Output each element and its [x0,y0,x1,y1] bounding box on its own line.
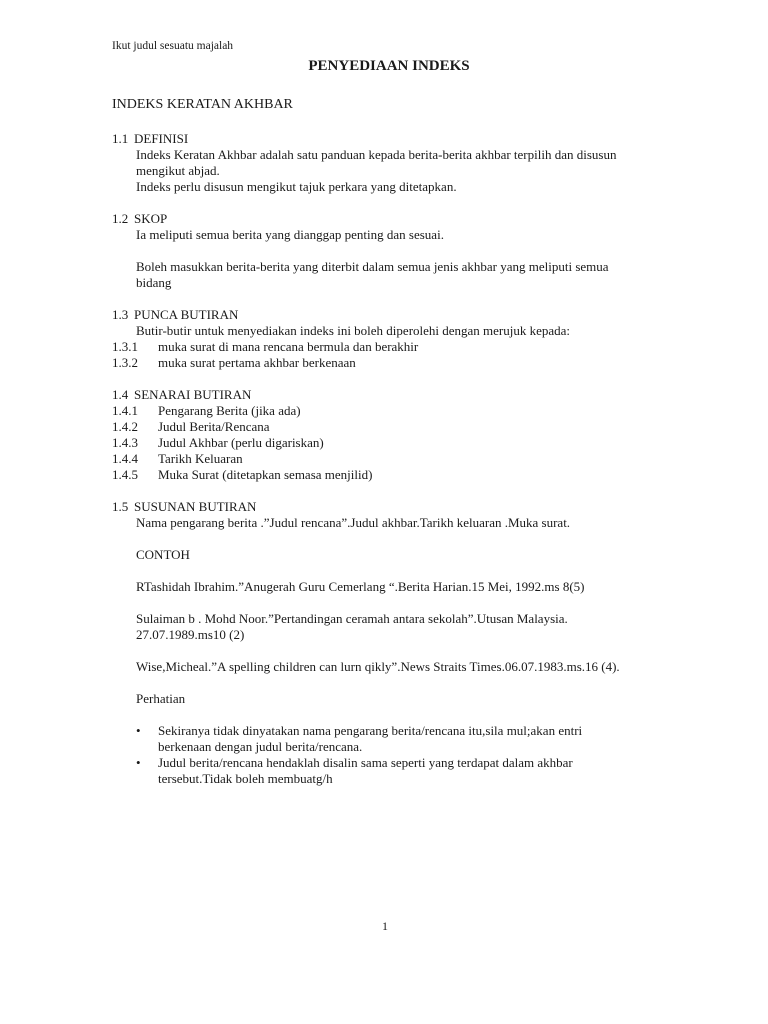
page-number: 1 [382,919,388,933]
section-heading [112,211,652,227]
bullet-icon: • [136,723,141,738]
item-text: Pengarang Berita (jika ada) [158,403,301,418]
notes-list [112,723,652,787]
perhatian-label: Perhatian [136,691,186,706]
text-line: Indeks perlu disusun mengikut tajuk perkara yang ditetapkan. [136,179,457,194]
page-title: PENYEDIAAN INDEKS [308,58,470,74]
header-note: Ikut judul sesuatu majalah [112,40,234,52]
list-item [112,339,652,355]
list-item [112,467,652,483]
text-line: Sekiranya tidak dinyatakan nama pengarang berita/rencana itu,sila mul;akan entri [158,723,583,738]
list-item [136,755,652,787]
section-number: 1.5 [112,499,129,514]
list-item [112,435,652,451]
item-number: 1.4.2 [112,419,138,434]
section-punca-butiran [112,307,652,371]
item-text: muka surat pertama akhbar berkenaan [158,355,356,370]
text-line: mengikut abjad. [136,163,220,178]
bullet-icon: • [136,755,141,770]
susunan-body [112,515,652,723]
format-line: Nama pengarang berita .”Judul rencana”.Judul akhbar.Tarikh keluaran .Muka surat. [136,515,571,530]
section-heading [112,131,652,147]
section-heading [112,387,652,403]
text-line: Sulaiman b . Mohd Noor.”Pertandingan ceramah antara sekolah”.Utusan Malaysia. [136,611,568,626]
text-line: Boleh masukkan berita-berita yang diterbit dalam semua jenis akhbar yang meliputi semua [136,259,609,274]
item-number: 1.4.3 [112,435,138,450]
item-text: Judul Berita/Rencana [158,419,270,434]
section-senarai-butiran [112,387,652,483]
punca-intro: Butir-butir untuk menyediakan indeks ini boleh diperolehi dengan merujuk kepada: [136,323,571,338]
section-skop [112,211,652,291]
section-definisi [112,131,652,195]
text-line: tersebut.Tidak boleh membuatg/h [158,771,333,786]
section-susunan-butiran [112,499,652,787]
list-item [136,723,652,755]
item-text: Judul Akhbar (perlu digariskan) [158,435,324,450]
item-number: 1.4.4 [112,451,138,466]
item-number: 1.4.1 [112,403,138,418]
list-item [112,403,652,419]
example-entry [136,611,652,643]
section-heading [112,307,652,323]
skop-text [112,227,652,291]
section-title: SENARAI BUTIRAN [134,387,252,402]
section-heading [112,499,652,515]
text-line: bidang [136,275,172,290]
text-line: RTashidah Ibrahim.”Anugerah Guru Cemerlang “.Berita Harian.15 Mei, 1992.ms 8(5) [136,579,585,594]
item-number: 1.3.1 [112,339,138,354]
page-subtitle: INDEKS KERATAN AKHBAR [112,97,293,112]
text-line: Judul berita/rencana hendaklah disalin sama seperti yang terdapat dalam akhbar [158,755,573,770]
text-line: Ia meliputi semua berita yang dianggap penting dan sesuai. [136,227,444,242]
section-number: 1.4 [112,387,129,402]
section-title: DEFINISI [134,131,189,146]
section-title: SUSUNAN BUTIRAN [134,499,257,514]
list-item [112,355,652,371]
section-number: 1.1 [112,131,129,146]
item-text: muka surat di mana rencana bermula dan berakhir [158,339,419,354]
item-text: Tarikh Keluaran [158,451,243,466]
example-entry [136,659,652,675]
list-item [112,451,652,467]
text-line: 27.07.1989.ms10 (2) [136,627,245,642]
item-text: Muka Surat (ditetapkan semasa menjilid) [158,467,373,482]
section-number: 1.3 [112,307,129,322]
section-number: 1.2 [112,211,129,226]
section-title: PUNCA BUTIRAN [134,307,239,322]
text-line: Indeks Keratan Akhbar adalah satu panduan kepada berita-berita akhbar terpilih dan disusun [136,147,617,162]
contoh-label: CONTOH [136,547,190,562]
item-number: 1.3.2 [112,355,138,370]
text-line: Wise,Micheal.”A spelling children can lurn qikly”.News Straits Times.06.07.1983.ms.16 (4). [136,659,620,674]
definisi-text [112,147,652,195]
note-text [158,755,573,787]
text-line: berkenaan dengan judul berita/rencana. [158,739,363,754]
example-entry [136,579,652,595]
section-title: SKOP [134,211,168,226]
list-item [112,419,652,435]
note-text [158,723,582,755]
document-body [112,131,652,803]
item-number: 1.4.5 [112,467,138,482]
